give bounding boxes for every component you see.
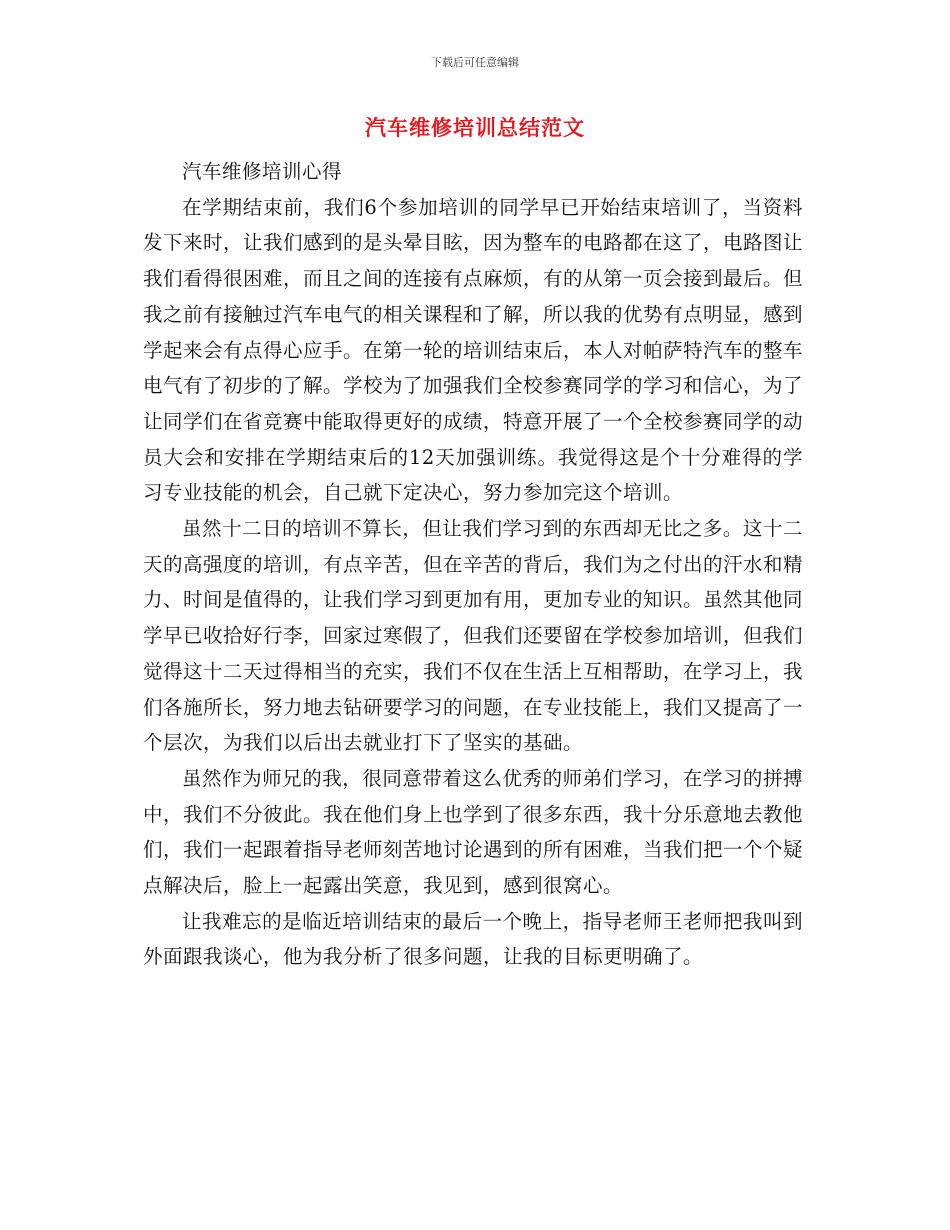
paragraph: 在学期结束前，我们6个参加培训的同学早已开始结束培训了，当资料发下来时，让我们感到的是头晕目眩，因为整车的电路都在这了，电路图让我们看得很困难，而且之间的连接有点麻烦，有的从第一页会接到最后。但我之前有接触过汽车电气的相关课程和了解，所以我的优势有点明显，感到学起来会有点得心应手。在第一轮的培训结束后，本人对帕萨特汽车的整车电气有了初步的了解。学校为了加强我们全校参赛同学的学习和信心，为了让同学们在省竞赛中能取得更好的成绩，特意开展了一个全校参赛同学的动员大会和安排在学期结束后的12天加强训练。我觉得这是个十分难得的学习专业技能的机会，自己就下定决心，努力参加完这个培训。 bbox=[143, 195, 804, 505]
document-subtitle: 汽车维修培训心得 bbox=[182, 160, 343, 183]
paragraph: 让我难忘的是临近培训结束的最后一个晚上，指导老师王老师把我叫到外面跟我谈心，他为我分析了很多问题，让我的目标更明确了。 bbox=[143, 909, 803, 969]
document-body bbox=[143, 154, 803, 975]
paragraph: 虽然十二日的培训不算长，但让我们学习到的东西却无比之多。这十二天的高强度的培训，有点辛苦，但在辛苦的背后，我们为之付出的汗水和精力、时间是值得的，让我们学习到更加有用，更加专业的知识。虽然其他同学早已收拾好行李，回家过寒假了，但我们还要留在学校参加培训，但我们觉得这十二天过得相当的充实，我们不仅在生活上互相帮助，在学习上，我们各施所长，努力地去钻研要学习的问题，在专业技能上，我们又提高了一个层次，为我们以后出去就业打下了坚实的基础。 bbox=[143, 517, 804, 755]
paragraph: 虽然作为师兄的我，很同意带着这么优秀的师弟们学习，在学习的拼搏中，我们不分彼此。我在他们身上也学到了很多东西，我十分乐意地去教他们，我们一起跟着指导老师刻苦地讨论遇到的所有困难，当我们把一个个疑点解决后，脸上一起露出笑意，我见到，感到很窝心。 bbox=[143, 766, 804, 898]
document-title: 汽车维修培训总结范文 bbox=[365, 116, 585, 140]
header-note: 下载后可任意编辑 bbox=[431, 56, 519, 69]
